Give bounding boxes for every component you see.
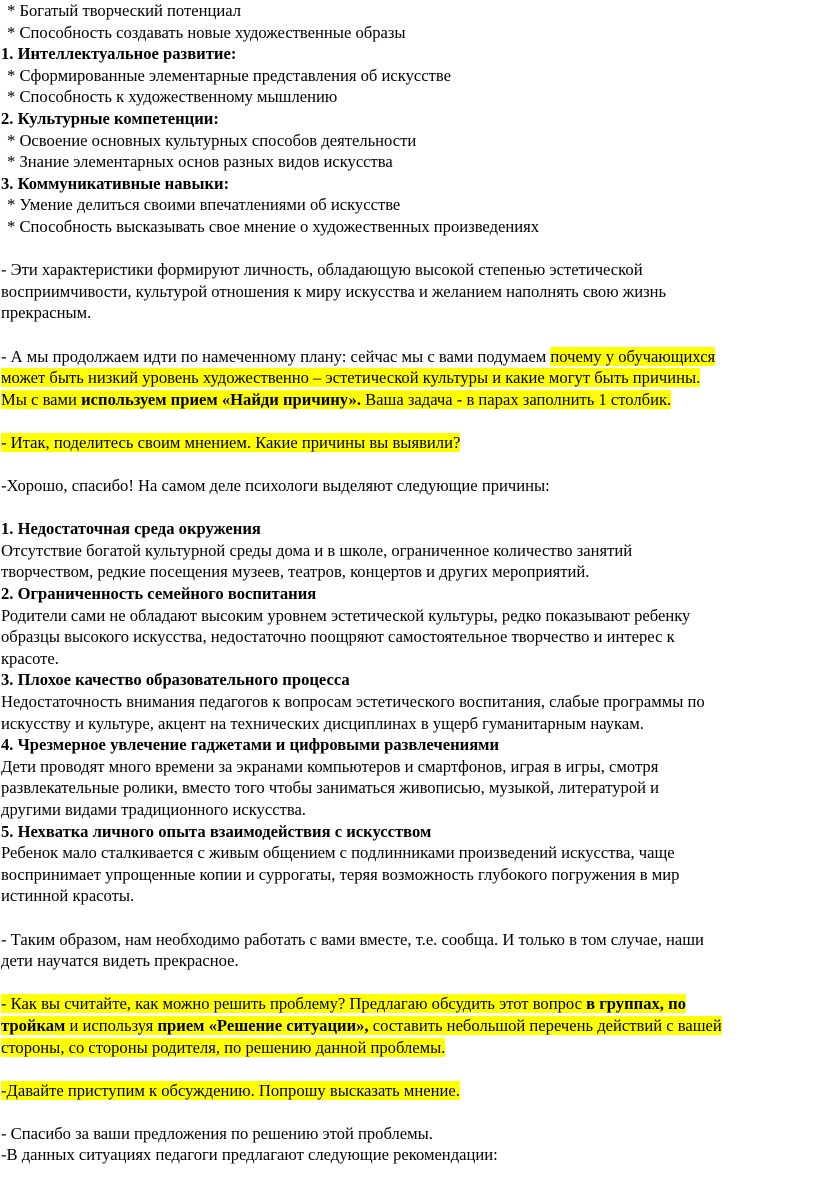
paragraph-discuss: -Давайте приступим к обсуждению. Попрошу высказать мнение.	[1, 1080, 460, 1100]
paragraph-share: - Итак, поделитесь своим мнением. Какие причины вы выявили?	[1, 432, 461, 452]
competency-3-bullet-1: * Умение делиться своими впечатлениями об искусстве	[7, 195, 401, 215]
cause-heading-4: 4. Чрезмерное увлечение гаджетами и цифровыми развлечениями	[1, 735, 500, 755]
competency-2-bullet-1: * Освоение основных культурных способов деятельности	[7, 130, 417, 150]
competency-heading-3: 3. Коммуникативные навыки:	[1, 173, 230, 193]
paragraph-final: - Спасибо за ваши предложения по решению этой проблемы. -В данных ситуациях педагоги предлагают следующие рекомендации:	[1, 1123, 498, 1165]
cause-heading-2: 2. Ограниченность семейного воспитания	[1, 584, 317, 604]
paragraph-groups: - Как вы считайте, как можно решить проблему? Предлагаю обсудить этот вопрос в группах, по тройкам и используя прием «Решение ситуации», составить небольшой перечень действий с вашей стороны, со стороны родителя, по решению данной проблемы.	[1, 994, 722, 1057]
causes-list: 1. Недостаточная среда окружения Отсутствие богатой культурной среды дома и в школе, ограниченное количество занятий творчеством, редкие посещения музеев, театров, концертов и других мероприятий. 2. Ограниченность семейного воспитания Родители сами не обладают высоким уровнем эстетической культуры, редко показывают ребенку образцы высокого искусства, недостаточно поощряют самостоятельное творчество и интерес к красоте. 3. Плохое качество образовательного процесса Недостаточность внимания педагогов к вопросам эстетического воспитания, слабые программы по искусству и культуре, акцент на технических дисциплинах в ущерб гуманитарным наукам. 4. Чрезмерное увлечение гаджетами и цифровыми развлечениями Дети проводят много времени за экранами компьютеров и смартфонов, играя в игры, смотря развлекательные ролики, вместо того чтобы заниматься живописью, музыкой, литературой и другими видами традиционного искусства. 5. Нехватка личного опыта взаимодействия с искусством Ребенок мало сталкивается с живым общением с подлинниками произведений искусства, чаще воспринимает упрощенные копии и суррогаты, теряя возможность глубокого погружения в мир истинной красоты.	[1, 518, 816, 907]
cause-heading-5: 5. Нехватка личного опыта взаимодействия с искусством	[1, 821, 432, 841]
cause-heading-1: 1. Недостаточная среда окружения	[1, 519, 261, 539]
paragraph-plan: - А мы продолжаем идти по намеченному плану: сейчас мы с вами подумаем почему у обучающихся может быть низкий уровень художественно – эстетической культуры и какие могут быть причины. Мы с вами используем прием «Найди причину». Ваша задача - в парах заполнить 1 столбик.	[1, 346, 716, 409]
method-name: используем прием «Найди причину».	[81, 389, 361, 409]
intro-bullet-2: * Способность создавать новые художественные образы	[7, 22, 406, 42]
competency-heading-2: 2. Культурные компетенции:	[1, 108, 219, 128]
paragraph-together: - Таким образом, нам необходимо работать с вами вместе, т.е. сообща. И только в том случае, наши дети научатся видеть прекрасное.	[1, 929, 704, 971]
competency-1-bullet-2: * Способность к художественному мышлению	[7, 87, 338, 107]
competency-2-bullet-2: * Знание элементарных основ разных видов искусства	[7, 152, 393, 172]
competency-heading-1: 1. Интеллектуальное развитие:	[1, 44, 237, 64]
method-name: прием «Решение ситуации»,	[157, 1015, 369, 1035]
paragraph-thanks: -Хорошо, спасибо! На самом деле психологи выделяют следующие причины:	[1, 476, 550, 496]
competency-3-bullet-2: * Способность высказывать свое мнение о художественных произведениях	[7, 216, 540, 236]
cause-heading-3: 3. Плохое качество образовательного процесса	[1, 670, 350, 690]
intro-bullet-1: * Богатый творческий потенциал	[7, 1, 242, 20]
highlight: почему у обучающихся	[550, 346, 716, 366]
highlight: может быть низкий уровень художественно – эстетической культуры и какие могут быть причины.	[1, 368, 701, 388]
paragraph-characteristics: - Эти характеристики формируют личность, обладающую высокой степенью эстетической восприимчивости, культурой отношения к миру искусства и желанием наполнять свою жизнь прекрасным.	[1, 260, 667, 323]
competency-1-bullet-1: * Сформированные элементарные представления об искусстве	[7, 65, 451, 85]
